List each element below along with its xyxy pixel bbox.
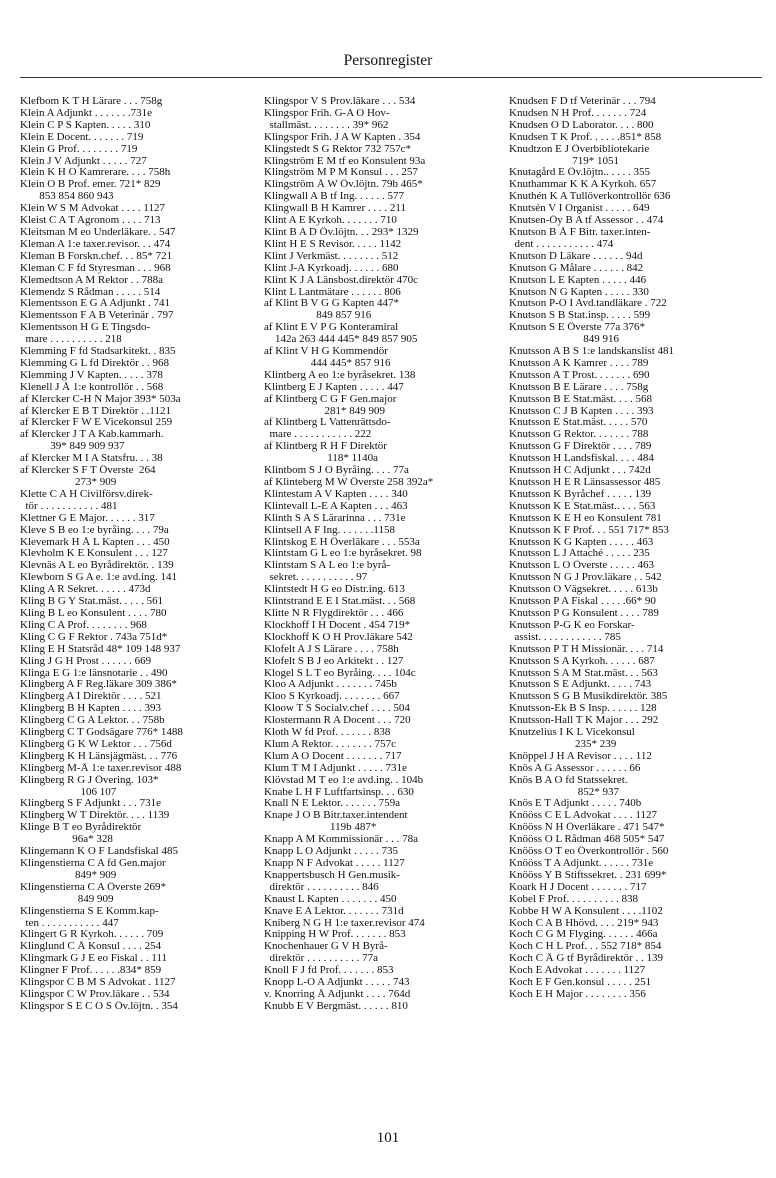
register-entry: Klingspor Frih. J A W Kapten . 354 xyxy=(264,131,421,143)
register-entry: Klingspor C W Prov.läkare . . 534 xyxy=(20,988,170,1000)
register-entry: Knutsson-Ek B S Insp. . . . . . 128 xyxy=(509,703,657,715)
register-entry: Kling B G Y Stat.mäst. . . . . 561 xyxy=(20,596,164,608)
register-entry: af Klercker J T A Kab.kammarh. xyxy=(20,429,164,441)
register-entry: Klingberg R G J Övering. 103* xyxy=(20,774,159,786)
register-entry: 235* 239 xyxy=(509,738,617,750)
register-entry: Klint J-A Kyrkoadj. . . . . . 680 xyxy=(264,262,399,274)
register-entry: Knutson D Läkare . . . . . . 94d xyxy=(509,250,643,262)
register-entry: 39* 849 909 937 xyxy=(20,441,125,453)
register-entry: Knutagård E Öv.löjtn.. . . . . 355 xyxy=(509,167,651,179)
register-entry: Knutsson N G J Prov.läkare . . 542 xyxy=(509,572,662,584)
register-entry: Knutsson A T Prost. . . . . . . 690 xyxy=(509,369,650,381)
register-entry: Klint J Verkmäst. . . . . . . . 512 xyxy=(264,250,399,262)
register-entry: Klingberg C G A Lektor. . . 758b xyxy=(20,715,165,727)
register-entry: Klemming F fd Stadsarkitekt. . 835 xyxy=(20,346,176,358)
register-entry: assist. . . . . . . . . . . . 785 xyxy=(509,631,621,643)
register-entry: 719* 1051 xyxy=(509,155,619,167)
register-entry: Knös A G Assessor . . . . . . 66 xyxy=(509,762,641,774)
register-entry: Knutsson S A M Stat.mäst. . . 563 xyxy=(509,667,658,679)
register-entry: af Klercker C-H N Major 393* 503a xyxy=(20,393,181,405)
register-entry: Klemming G L fd Direktör . . 968 xyxy=(20,357,169,369)
register-entry: Klein G Prof. . . . . . . . 719 xyxy=(20,143,138,155)
register-entry: Koch C H L Prof. . . 552 718* 854 xyxy=(509,941,662,953)
register-entry: Knuthammar K K A Kyrkoh. 657 xyxy=(509,179,657,191)
register-entry: Knutsson S A Kyrkoh. . . . . . 687 xyxy=(509,655,655,667)
register-entry: Kleman B Forskn.chef. . . 85* 721 xyxy=(20,250,173,262)
register-entry: Klevemark H Å L Kapten . . . 450 xyxy=(20,536,170,548)
register-entry: Kleitsman M eo Underläkare. . 547 xyxy=(20,226,176,238)
register-entry: Klintestam A V Kapten . . . . 340 xyxy=(264,488,408,500)
register-entry: Knutson S E Överste 77a 376* xyxy=(509,322,645,334)
register-entry: Kling C A Prof. . . . . . . . 968 xyxy=(20,619,147,631)
register-entry: Knutsson P G Konsulent . . . . 789 xyxy=(509,607,659,619)
register-entry: Klum A O Docent . . . . . . . 717 xyxy=(264,750,402,762)
register-entry: Klingwall A B tf Ing. . . . . . 577 xyxy=(264,191,404,203)
header-rule xyxy=(20,77,762,78)
register-entry: Knapp A M Kommissionär . . . 78a xyxy=(264,834,418,846)
register-entry: 852* 937 xyxy=(509,786,619,798)
register-entry: Knudsen O D Laborator. . . . 800 xyxy=(509,119,654,131)
register-entry: Klint B A D Öv.löjtn. . . 293* 1329 xyxy=(264,226,419,238)
register-entry: Klingberg M-Å 1:e taxer.revisor 488 xyxy=(20,762,182,774)
register-entry: ten . . . . . . . . . . . 447 xyxy=(20,917,119,929)
register-entry: Klingström E M tf eo Konsulent 93a xyxy=(264,155,426,167)
register-entry: Klofelt A J S Lärare . . . . 758h xyxy=(264,643,399,655)
register-entry: Klinglund C Å Konsul . . . . 254 xyxy=(20,941,162,953)
register-entry: Klingstedt S G Rektor 732 757c* xyxy=(264,143,411,155)
register-entry: Kling E H Statsråd 48* 109 148 937 xyxy=(20,643,181,655)
register-entry: mare . . . . . . . . . . . 222 xyxy=(264,429,372,441)
register-entry: 96a* 328 xyxy=(20,834,113,846)
register-entry: Knutsson H E R Länsassessor 485 xyxy=(509,477,661,488)
register-entry: Klein A Adjunkt . . . . . . .731e xyxy=(20,107,152,119)
register-entry: Knutsson A K Kamrer . . . . 789 xyxy=(509,357,649,369)
register-entry: Klingström M P M Konsul . . . 257 xyxy=(264,167,418,179)
register-entry: Klingert G R Kyrkoh. . . . . . 709 xyxy=(20,929,164,941)
register-entry: Klintevall L-E A Kapten . . . 463 xyxy=(264,500,408,512)
register-entry: Kleman C F fd Styresman . . . 968 xyxy=(20,262,171,274)
register-entry: Knutsson G Rektor. . . . . . . 788 xyxy=(509,429,649,441)
register-entry: Kleve S B eo 1:e byråing. . . . 79a xyxy=(20,524,169,536)
register-entry: Klitte N R Flygdirektör . . . 466 xyxy=(264,607,404,619)
register-entry: 273* 909 xyxy=(20,477,117,488)
register-entry: Knutsson K G Kapten . . . . . 463 xyxy=(509,536,654,548)
register-entry: Klint L Lantmätare . . . . . . 806 xyxy=(264,286,401,298)
register-entry: Klockhoff I H Docent . 454 719* xyxy=(264,619,411,631)
register-entry: Klingenstierna C A Överste 269* xyxy=(20,881,167,893)
register-entry: Klettner G E Major. . . . . . 317 xyxy=(20,512,155,524)
register-entry: Klevholm K E Konsulent . . . 127 xyxy=(20,548,168,560)
register-entry: 849 857 916 xyxy=(264,310,372,322)
register-entry: Knapp N F Advokat . . . . . 1127 xyxy=(264,858,405,869)
register-entry: Klockhoff K O H Prov.läkare 542 xyxy=(264,631,413,643)
register-entry: Knutson L E Kapten . . . . . 446 xyxy=(509,274,647,286)
register-entry: Knutsson H Landsfiskal. . . . 484 xyxy=(509,453,654,465)
register-entry: Knööss O T eo Överkontrollör . 560 xyxy=(509,846,669,858)
register-entry: Klintstam G L eo 1:e byråsekret. 98 xyxy=(264,548,422,560)
register-entry: Kling A R Sekret. . . . . . 473d xyxy=(20,584,151,596)
register-entry: Klintstrand E E I Stat.mäst. . . 568 xyxy=(264,596,416,608)
register-entry: Koch E H Major . . . . . . . . 356 xyxy=(509,988,646,1000)
register-entry: Klein K H O Kamrerare. . . . 758h xyxy=(20,167,171,179)
register-entry: Klogel S L T eo Byråing. . . . 104c xyxy=(264,667,416,679)
register-entry: Knubb E V Bergmäst. . . . . . 810 xyxy=(264,1000,408,1012)
register-entry: Knutson P-O I Avd.tandläkare . 722 xyxy=(509,298,667,310)
register-entry: Knutsson G F Direktör . . . . 789 xyxy=(509,441,652,453)
register-entry: Klingemann K O F Landsfiskal 485 xyxy=(20,846,178,858)
register-entry: Koch C Å G tf Byrådirektör . . 139 xyxy=(509,953,663,965)
register-entry: Knutson G Målare . . . . . . 842 xyxy=(509,262,644,274)
register-entry: Kloow T S Socialv.chef . . . . 504 xyxy=(264,703,410,715)
register-entry: Knuthén K A Tullöverkontrollör 636 xyxy=(509,191,671,203)
register-entry: Klostermann R A Docent . . . 720 xyxy=(264,715,411,727)
register-entry: Knutsson B E Lärare . . . . 758g xyxy=(509,381,649,393)
register-entry: Knutson S B Stat.insp. . . . . 599 xyxy=(509,310,651,322)
register-entry: Knave E A Lektor. . . . . . . 731d xyxy=(264,905,404,917)
register-entry: Knutsson E Stat.mäst. . . . . 570 xyxy=(509,417,648,429)
register-entry: Knutsson O Vägsekret. . . . . 613b xyxy=(509,584,658,596)
register-entry: Klingspor Frih. G-A O Hov- xyxy=(264,107,390,119)
register-entry: Klintbom S J O Byråing. . . . 77a xyxy=(264,465,409,477)
register-entry: af Klercker E B T Direktör . .1121 xyxy=(20,405,172,417)
register-entry: Knutsson P A Fiskal . . . . .66* 90 xyxy=(509,596,656,608)
register-entry: Klingberg S F Adjunkt . . . 731e xyxy=(20,798,161,810)
register-entry: Klette C A H Civilförsv.direk- xyxy=(20,488,153,500)
register-entry: Knööss O L Rådman 468 505* 547 xyxy=(509,834,665,846)
register-entry: Knudsen T K Prof. . . . . .851* 858 xyxy=(509,131,662,143)
register-entry: Klevnäs A L eo Byrådirektör. . 139 xyxy=(20,560,174,572)
register-entry: Knipping H W Prof. . . . . . . 853 xyxy=(264,929,406,941)
register-entry: Klingberg C T Godsägare 776* 1488 xyxy=(20,727,183,739)
register-entry: Knudsen N H Prof. . . . . . . 724 xyxy=(509,107,647,119)
register-entry: Kloo A Adjunkt . . . . . . . 745b xyxy=(264,679,397,691)
register-entry: Klingberg B H Kapten . . . . 393 xyxy=(20,703,161,715)
register-entry: Kobbe H W A Konsulent . . . .1102 xyxy=(509,905,663,917)
register-entry: Koch C G M Flyging. . . . . . 466a xyxy=(509,929,658,941)
register-entry: Klein E Docent. . . . . . . 719 xyxy=(20,131,144,143)
register-entry: Knutsen-Öy B A tf Assessor . . 474 xyxy=(509,215,664,227)
register-entry: Knööss Y B Stiftssekret. . 231 699* xyxy=(509,869,667,881)
register-entry: Klingenstierna S E Komm.kap- xyxy=(20,905,159,917)
register-entry: Knutsson K F Prof. . . 551 717* 853 xyxy=(509,524,669,536)
register-column-2 xyxy=(264,96,504,1013)
register-entry: af Klinteberg M W Överste 258 392a* xyxy=(264,477,434,488)
register-entry: Knutsson S G B Musikdirektör. 385 xyxy=(509,691,668,703)
register-entry: Knudtzon E J Överbibliotekarie xyxy=(509,143,650,155)
register-entry: Knööss N H Överläkare . 471 547* xyxy=(509,822,665,834)
register-entry: 849* 909 xyxy=(20,869,117,881)
register-entry: Knaust L Kapten . . . . . . . 450 xyxy=(264,893,397,905)
register-entry: Knööss C E L Advokat . . . . 1127 xyxy=(509,810,657,822)
register-entry: Klingberg K H Länsjägmäst. . . 776 xyxy=(20,750,178,762)
register-entry: Koch C A B Hhövd. . . . 219* 943 xyxy=(509,917,659,929)
register-entry: af Klercker S F T Överste 264 xyxy=(20,465,156,477)
register-entry: Klingberg A F Reg.läkare 309 386* xyxy=(20,679,177,691)
register-entry: Klint A E Kyrkoh. . . . . . . 710 xyxy=(264,215,397,227)
register-entry: tör . . . . . . . . . . . 481 xyxy=(20,500,118,512)
register-entry: Klinga E G 1:e länsnotarie . . 490 xyxy=(20,667,168,679)
register-entry: Koch E Advokat . . . . . . . 1127 xyxy=(509,965,646,977)
register-entry: Klum T M I Adjunkt . . . . . 731e xyxy=(264,762,407,774)
register-entry: Kloth W fd Prof. . . . . . . 838 xyxy=(264,727,391,739)
register-entry: Klint K J A Länsbost.direktör 470c xyxy=(264,274,418,286)
register-entry: Knappertsbusch H Gen.musik- xyxy=(264,869,400,881)
register-entry: Knutsson K E H eo Konsulent 781 xyxy=(509,512,662,524)
register-entry: Knudsen F D tf Veterinär . . . 794 xyxy=(509,96,656,107)
register-entry: 849 916 xyxy=(509,334,619,346)
register-entry: Klinge B T eo Byrådirektör xyxy=(20,822,142,834)
register-entry: Klein C P S Kapten. . . . . 310 xyxy=(20,119,151,131)
register-entry: Knall N E Lektor. . . . . . . 759a xyxy=(264,798,400,810)
register-entry: Knutsson L O Överste . . . . . 463 xyxy=(509,560,655,572)
register-entry: Klewborn S G A e. 1:e avd.ing. 141 xyxy=(20,572,178,584)
register-entry: af Klint V H G Kommendör xyxy=(264,346,388,358)
register-entry: Knutsson K Byråchef . . . . . 139 xyxy=(509,488,652,500)
register-entry: mare . . . . . . . . . . 218 xyxy=(20,334,122,346)
register-entry: Klintberg A eo 1:e byråsekret. 138 xyxy=(264,369,416,381)
register-entry: Klementsson F A B Veterinär . 797 xyxy=(20,310,174,322)
register-column-3 xyxy=(509,96,754,1001)
register-entry: Knochenhauer G V H Byrå- xyxy=(264,941,388,953)
register-entry: Klemedtson A M Rektor . . 788a xyxy=(20,274,163,286)
register-entry: Klint H E S Revisor. . . . . 1142 xyxy=(264,238,402,250)
register-entry: af Klercker M I A Statsfru. . . 38 xyxy=(20,453,163,465)
register-entry: Knutsson P T H Missionär. . . . 714 xyxy=(509,643,664,655)
register-column-1 xyxy=(20,96,260,1013)
register-entry: 142a 263 444 445* 849 857 905 xyxy=(264,334,418,346)
register-entry: Knopp L-O A Adjunkt . . . . . 743 xyxy=(264,977,410,989)
register-entry: Klintsell A F Ing. . . . . . .1158 xyxy=(264,524,395,536)
register-entry: Knös E T Adjunkt . . . . . 740b xyxy=(509,798,642,810)
register-entry: Kleist C A T Agronom . . . . 713 xyxy=(20,215,161,227)
register-entry: Klingberg A I Direktör . . . . 521 xyxy=(20,691,162,703)
register-entry: Knöppel J H A Revisor . . . . 112 xyxy=(509,750,652,762)
register-entry: Knape J O B Bitr.taxer.intendent xyxy=(264,810,408,822)
register-entry: Kling C G F Rektor . 743a 751d* xyxy=(20,631,168,643)
register-entry: Knoll F J fd Prof. . . . . . . 853 xyxy=(264,965,394,977)
register-entry: 119b 487* xyxy=(264,822,377,834)
register-entry: 444 445* 857 916 xyxy=(264,357,391,369)
register-entry: Klingwall B H Kamrer . . . . 211 xyxy=(264,203,406,215)
register-entry: stallmäst. . . . . . . . 39* 962 xyxy=(264,119,389,131)
register-entry: Klementsson H G E Tingsdo- xyxy=(20,322,151,334)
register-entry: Klein W S M Advokat . . . . 1127 xyxy=(20,203,165,215)
register-entry: Klintstam S A L eo 1:e byrå- xyxy=(264,560,391,572)
register-entry: Knutzelius I K L Vicekonsul xyxy=(509,727,635,739)
register-entry: Klofelt S B J eo Arkitekt . . 127 xyxy=(264,655,404,667)
register-entry: Knutsson L J Attaché . . . . . 235 xyxy=(509,548,650,560)
page-number: 101 xyxy=(376,1130,400,1146)
register-entry: af Klint B V G G Kapten 447* xyxy=(264,298,399,310)
register-entry: Knutsson C J B Kapten . . . . 393 xyxy=(509,405,654,417)
register-entry: Koark H J Docent . . . . . . . 717 xyxy=(509,881,647,893)
register-entry: Klingström Å W Öv.löjtn. 79b 465* xyxy=(264,179,423,191)
register-entry: 281* 849 909 xyxy=(264,405,385,417)
register-entry: Knutsson P-G K eo Forskar- xyxy=(509,619,635,631)
register-entry: Klefbom K T H Lärare . . . 758g xyxy=(20,96,163,107)
register-entry: v. Knorring Å Adjunkt . . . . 764d xyxy=(264,988,411,1000)
register-entry: direktör . . . . . . . . . . 846 xyxy=(264,881,379,893)
register-entry: Koch E F Gen.konsul . . . . . 251 xyxy=(509,977,652,989)
register-entry: Knutson B Å F Bitr. taxer.inten- xyxy=(509,226,651,238)
register-entry: Klövstad M T eo 1:e avd.ing. . 104b xyxy=(264,774,424,786)
register-entry: sekret. . . . . . . . . . . 97 xyxy=(264,572,368,584)
register-entry: Klinth S A S Lärarinna . . . 731e xyxy=(264,512,406,524)
register-entry: Klein O B Prof. emer. 721* 829 xyxy=(20,179,161,191)
register-entry: af Klint E V P G Konteramiral xyxy=(264,322,399,334)
register-entry: Knutsson-Hall T K Major . . . 292 xyxy=(509,715,659,727)
register-entry: Klingberg W T Direktör. . . . 1139 xyxy=(20,810,170,822)
page-title: Personregister xyxy=(343,52,433,69)
register-entry: Knös B A O fd Statssekret. xyxy=(509,774,628,786)
register-entry: Klingspor V S Prov.läkare . . . 534 xyxy=(264,96,416,107)
register-entry: Knutsén V I Organist . . . . . 649 xyxy=(509,203,650,215)
register-entry: Klementsson E G A Adjunkt . 741 xyxy=(20,298,171,310)
register-entry: 118* 1140a xyxy=(264,453,379,465)
register-entry: Kleman A 1:e taxer.revisor. . . 474 xyxy=(20,238,171,250)
register-entry: af Klintberg L Vattenrättsdo- xyxy=(264,417,391,429)
register-entry: Kniberg N G H 1:e taxer.revisor 474 xyxy=(264,917,425,929)
register-entry: 106 107 xyxy=(20,786,117,798)
register-entry: Klingspor S E C O S Öv.löjtn. . 354 xyxy=(20,1000,178,1012)
register-entry: Klenell J Å 1:e kontrollör . . 568 xyxy=(20,381,164,393)
register-entry: Klintberg E J Kapten . . . . . 447 xyxy=(264,381,404,393)
register-entry: 849 909 xyxy=(20,893,114,905)
register-entry: Kloo S Kyrkoadj. . . . . . . . 667 xyxy=(264,691,400,703)
register-entry: direktör . . . . . . . . . . 77a xyxy=(264,953,378,965)
register-entry: af Klintberg R H F Direktör xyxy=(264,441,387,453)
register-entry: Knutsson H C Adjunkt . . . 742d xyxy=(509,465,651,477)
register-entry: Knutsson S E Adjunkt. . . . . 743 xyxy=(509,679,652,691)
register-entry: af Klercker F W E Vicekonsul 259 xyxy=(20,417,173,429)
register-entry: dent . . . . . . . . . . . 474 xyxy=(509,238,614,250)
register-entry: af Klintberg C G F Gen.major xyxy=(264,393,397,405)
register-entry: Knutsson K E Stat.mäst.. . . . 563 xyxy=(509,500,656,512)
register-entry: Klingmark G J E eo Fiskal . . 111 xyxy=(20,953,168,965)
register-entry: Klingberg G K W Lektor . . . 756d xyxy=(20,738,172,750)
register-entry: Kling B L eo Konsulent . . . . 780 xyxy=(20,607,167,619)
register-entry: Kling J G H Prost . . . . . . 669 xyxy=(20,655,152,667)
register-entry: 853 854 860 943 xyxy=(20,191,114,203)
register-entry: Knabe L H F Luftfartsinsp. . . 630 xyxy=(264,786,414,798)
register-entry: Kobel F Prof. . . . . . . . . . 838 xyxy=(509,893,638,905)
register-entry: Knapp L O Adjunkt . . . . . 735 xyxy=(264,846,399,858)
register-entry: Klintstedt H G eo Distr.ing. 613 xyxy=(264,584,405,596)
register-entry: Klingspor C B M S Advokat . 1127 xyxy=(20,977,176,989)
register-entry: Klintskog E H Överläkare . . . 553a xyxy=(264,536,420,548)
register-entry: Knutsson B E Stat.mäst. . . . 568 xyxy=(509,393,653,405)
register-entry: Klemendz S Rådman . . . . . 514 xyxy=(20,286,161,298)
register-entry: Knööss T A Adjunkt. . . . . . 731e xyxy=(509,858,654,869)
register-entry: Klingner F Prof. . . . . .834* 859 xyxy=(20,965,162,977)
register-entry: Klemming J V Kapten. . . . . 378 xyxy=(20,369,163,381)
register-entry: Knutsson A B S 1:e landskanslist 481 xyxy=(509,346,675,358)
register-entry: Klum A Rektor. . . . . . . . 757c xyxy=(264,738,396,750)
register-entry: Klingenstierna C A fd Gen.major xyxy=(20,858,166,869)
register-entry: Klein J V Adjunkt . . . . . 727 xyxy=(20,155,147,167)
register-entry: Knutson N G Kapten . . . . . 330 xyxy=(509,286,649,298)
